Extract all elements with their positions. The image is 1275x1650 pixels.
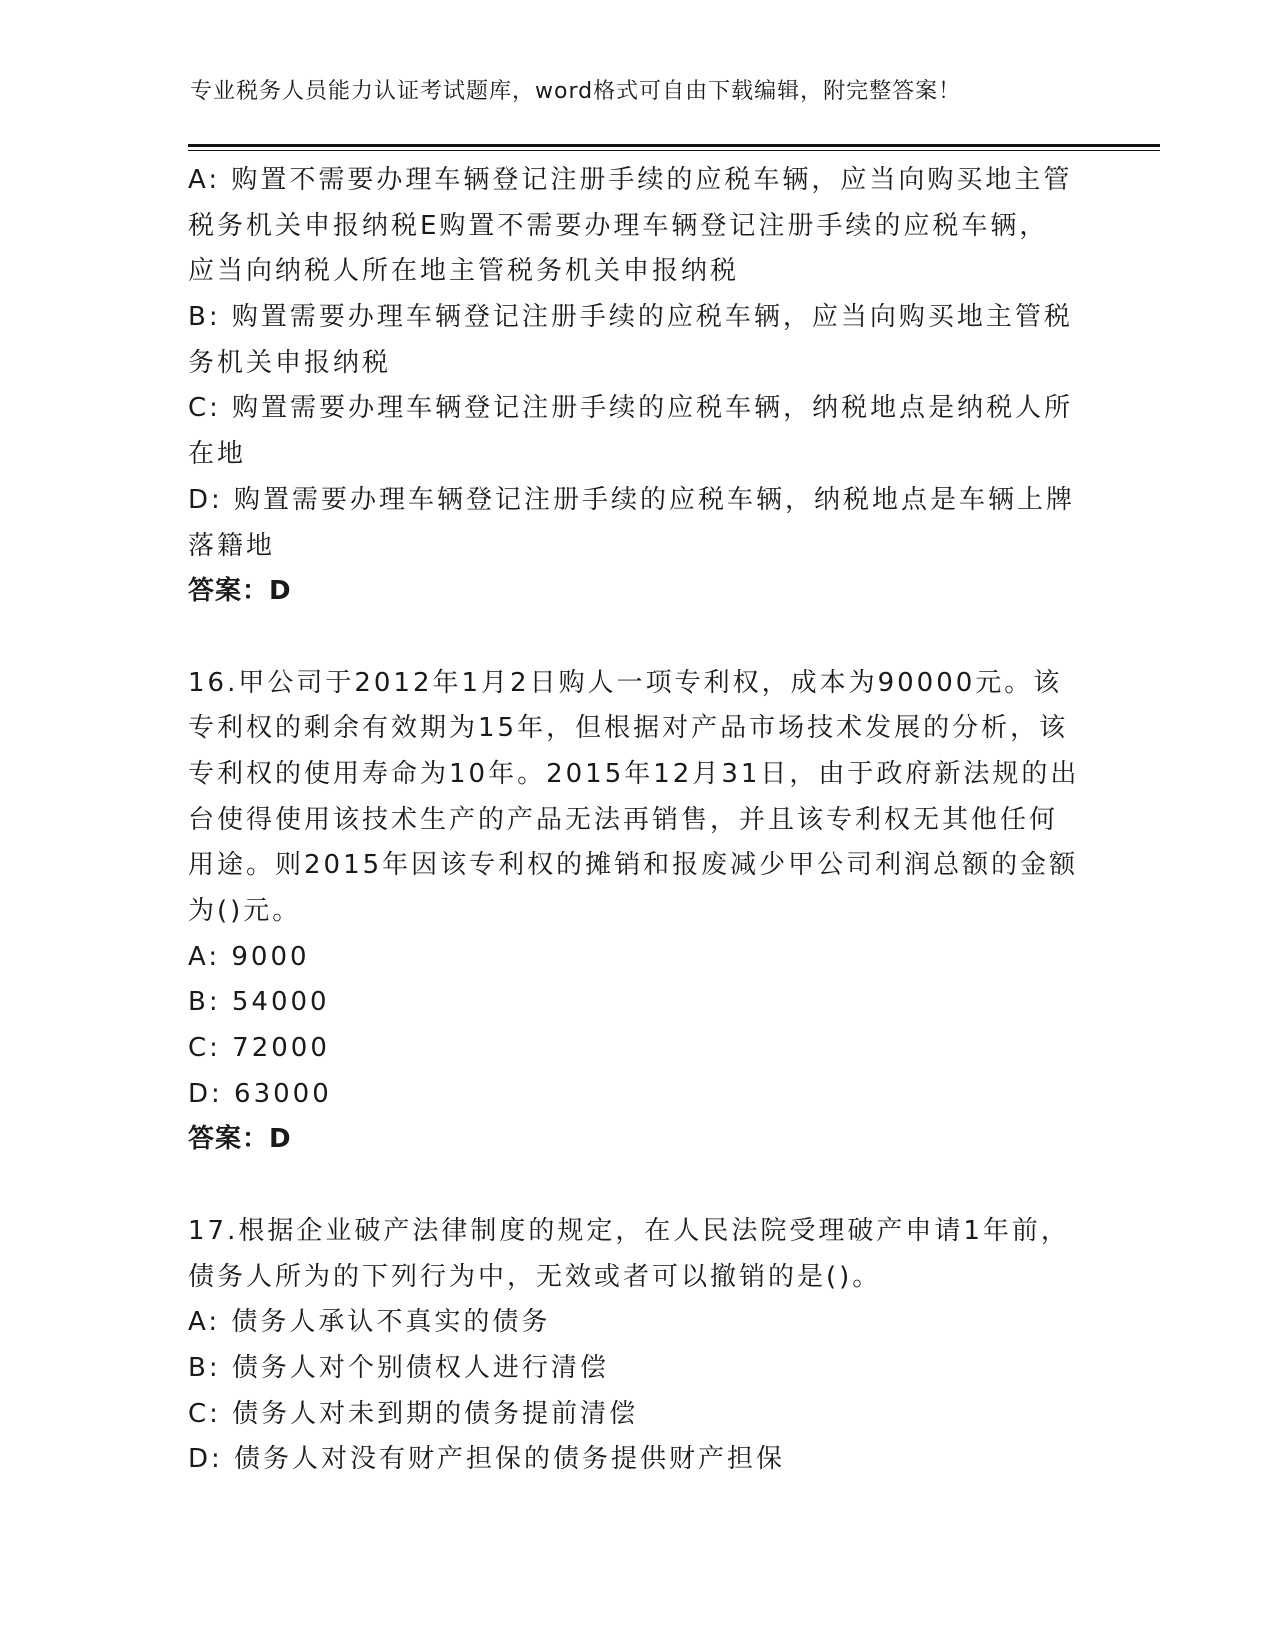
q15-option-a-line: 应当向纳税人所在地主管税务机关申报纳税 bbox=[188, 256, 740, 287]
q15-option-b-line: B: 购置需要办理车辆登记注册手续的应税车辆，应当向购买地主管税 bbox=[188, 302, 1073, 333]
q17-option-c: C: 债务人对未到期的债务提前清偿 bbox=[188, 1398, 639, 1429]
q15-option-a bbox=[188, 158, 1088, 295]
q15-answer: 答案：D bbox=[188, 576, 292, 607]
q17-option-d: D: 债务人对没有财产担保的债务提供财产担保 bbox=[188, 1444, 786, 1475]
q16-stem bbox=[188, 661, 1088, 935]
header-rule-thick bbox=[188, 144, 1160, 147]
q16-option-d: D: 63000 bbox=[188, 1078, 332, 1109]
q16-stem-line: 台使得使用该技术生产的产品无法再销售，并且该专利权无其他任何 bbox=[188, 804, 1059, 835]
q16-stem-line: 16.甲公司于2012年1月2日购人一项专利权，成本为90000元。该 bbox=[188, 667, 1063, 698]
q15-option-b-line: 务机关申报纳税 bbox=[188, 347, 392, 378]
q15-option-b bbox=[188, 295, 1088, 386]
q17-option-b: B: 债务人对个别债权人进行清偿 bbox=[188, 1352, 609, 1383]
q16-stem-line: 专利权的使用寿命为10年。2015年12月31日，由于政府新法规的出 bbox=[188, 758, 1080, 789]
q16-stem-line: 为()元。 bbox=[188, 896, 302, 926]
question-content bbox=[188, 158, 1088, 1483]
q16-option-c: C: 72000 bbox=[188, 1033, 330, 1064]
q17-option-a: A: 债务人承认不真实的债务 bbox=[188, 1307, 551, 1338]
spacer bbox=[188, 1163, 1088, 1209]
q16-stem-line: 专利权的剩余有效期为15年，但根据对产品市场技术发展的分析，该 bbox=[188, 713, 1069, 744]
page-header: 专业税务人员能力认证考试题库，word格式可自由下载编辑，附完整答案！ bbox=[190, 79, 962, 104]
q16-answer: 答案：D bbox=[188, 1124, 292, 1155]
q15-option-c-line: C: 购置需要办理车辆登记注册手续的应税车辆，纳税地点是纳税人所 bbox=[188, 393, 1074, 424]
q15-option-a-line: 税务机关申报纳税E购置不需要办理车辆登记注册手续的应税车辆， bbox=[188, 210, 1049, 241]
q15-option-c-line: 在地 bbox=[188, 439, 247, 470]
q16-option-b: B: 54000 bbox=[188, 987, 330, 1018]
header-rule-thin bbox=[188, 150, 1160, 151]
q17-stem-line: 17.根据企业破产法律制度的规定，在人民法院受理破产申请1年前， bbox=[188, 1215, 1070, 1246]
q16-option-a: A: 9000 bbox=[188, 941, 310, 972]
q17-stem-line: 债务人所为的下列行为中，无效或者可以撤销的是()。 bbox=[188, 1261, 882, 1292]
q16-stem-line: 用途。则2015年因该专利权的摊销和报废减少甲公司利润总额的金额 bbox=[188, 850, 1079, 881]
q15-option-d-line: 落籍地 bbox=[188, 530, 276, 561]
q15-option-d bbox=[188, 478, 1088, 569]
q15-option-a-line: A: 购置不需要办理车辆登记注册手续的应税车辆，应当向购买地主管 bbox=[188, 165, 1073, 195]
q15-option-d-line: D: 购置需要办理车辆登记注册手续的应税车辆，纳税地点是车辆上牌 bbox=[188, 484, 1076, 515]
q15-option-c bbox=[188, 386, 1088, 477]
spacer bbox=[188, 615, 1088, 661]
q17-stem bbox=[188, 1209, 1088, 1300]
